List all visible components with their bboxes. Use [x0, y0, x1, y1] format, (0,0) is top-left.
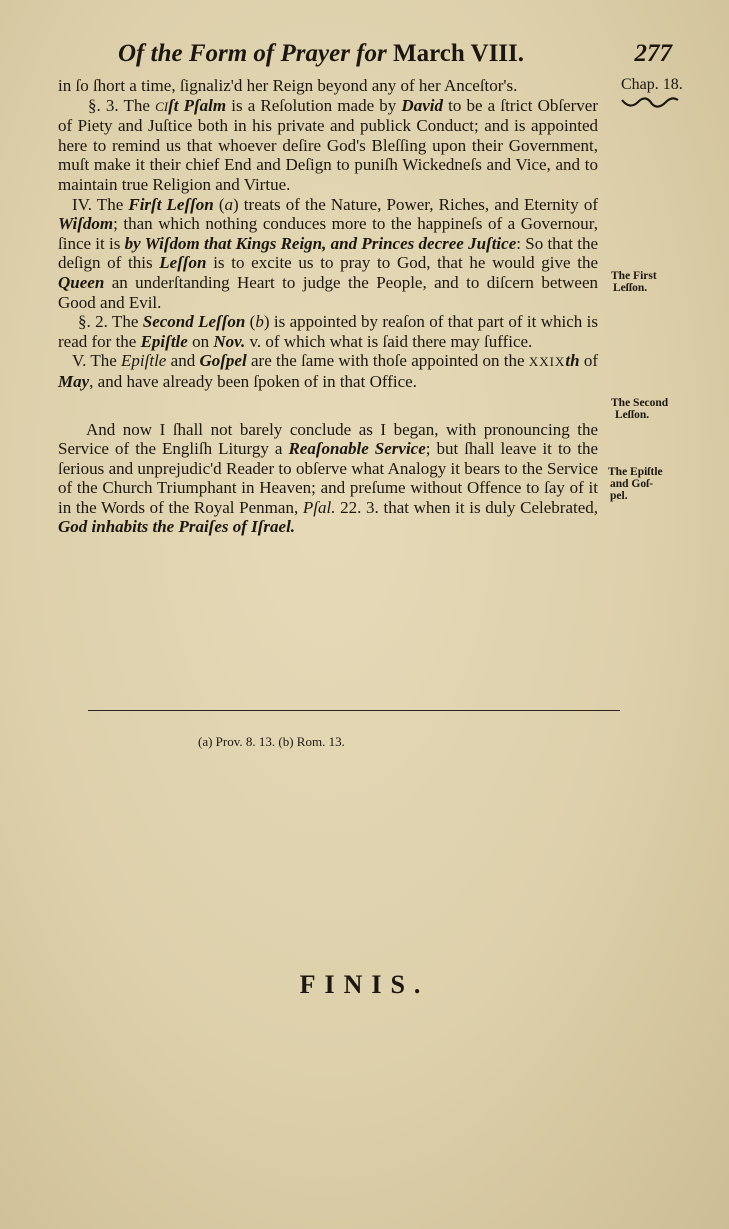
margin-note-second-lesson-line2: Leſſon.	[615, 409, 650, 421]
body-text	[58, 76, 598, 537]
epistle-i: May	[58, 371, 90, 391]
lesson1-l: Queen	[58, 272, 105, 292]
paragraph-second-lesson	[58, 312, 598, 351]
epistle-d: Goſpel	[199, 351, 247, 371]
lesson1-e: ) treats of the Nature, Power, Riches, and Eternity of	[233, 194, 598, 214]
lesson1-i: : So that the deſign of this	[58, 233, 598, 273]
margin-note-first-lesson	[611, 270, 657, 294]
header-title-italic: Of the Form of Prayer for	[118, 40, 387, 67]
conclusion-a: And now I ſhall not barely conclude as I began, with pronouncing the Service of the Engliſh Liturgy a	[58, 419, 598, 459]
paragraph-first-lesson	[58, 195, 598, 313]
conclusion-b: Reaſonable Service	[288, 439, 426, 459]
lesson1-a: IV. The	[72, 194, 129, 214]
lesson1-d: a	[224, 194, 234, 214]
epistle-b: Epiſtle	[121, 351, 167, 371]
margin-note-epistle-line2: and Goſ-	[610, 478, 654, 490]
running-header	[118, 40, 678, 70]
ornament-flourish-icon	[620, 96, 680, 110]
psalm-david: David	[401, 95, 443, 115]
footnotes: (a) Prov. 8. 13. (b) Rom. 13.	[198, 734, 345, 749]
psalm-text-a: §. 3. The	[88, 95, 156, 115]
lesson2-c: (	[245, 312, 256, 332]
page-number: 277	[634, 40, 672, 67]
lesson1-f: Wiſdom	[58, 214, 114, 234]
epistle-c: and	[166, 351, 200, 371]
lesson1-c: (	[213, 194, 225, 214]
lesson1-b: Firſt Leſſon	[128, 194, 214, 214]
psalm-text-e: to be a ſtrict Obſerver of Piety and Juſtice both in his private and publick Conduct; and is appointed here to remind us that whoever deſire God's Bleſſing upon their Government, muſt make it their chief End and Deſign to puniſh Wickedneſs and Vice, and to maintain true Religion and Virtue.	[58, 95, 599, 194]
margin-note-epistle	[608, 466, 663, 502]
finis-heading: FINIS.	[299, 970, 430, 999]
paragraph-1: in ſo ſhort a time, ſignaliz'd her Reign beyond any of her Anceſtor's.	[58, 76, 518, 95]
lesson1-m: an underſtanding Heart to judge the People, and to diſcern between Good and Evil.	[58, 272, 598, 312]
header-title-plain: March VIII.	[392, 40, 525, 67]
lesson1-k: is to excite us to pray to God, that he would give the	[206, 253, 599, 273]
paragraph-psalm	[58, 96, 598, 195]
lesson1-j: Leſſon	[159, 253, 207, 273]
margin-note-epistle-line1: The Epiſtle	[608, 466, 663, 478]
margin-note-first-lesson-line1: The First	[611, 270, 657, 282]
margin-note-chap: Chap. 18.	[621, 76, 683, 93]
conclusion-c: ; but ſhall leave it to the ſerious and unprejudic'd Reader to obſerve what Analogy it bears to the Service of the Church Triumphant in Heaven; and preſume without Offence to ſay of it in the Words of the Royal Penman,	[58, 439, 598, 517]
conclusion-d: Pſal.	[302, 497, 336, 517]
conclusion-e: 22. 3. that when it is duly Celebrated,	[335, 497, 599, 517]
lesson2-i: v. of which what is ſaid there may ſuffice.	[245, 331, 533, 351]
psalm-name: ſt Pſalm	[168, 95, 227, 115]
epistle-e: are the ſame with thoſe appointed on the	[246, 351, 529, 371]
lesson2-f: Epiſtle	[140, 331, 188, 351]
lesson2-a: §. 2. The	[78, 312, 143, 332]
epistle-a: V. The	[72, 351, 122, 371]
psalm-number: CI	[155, 98, 169, 114]
epistle-j: , and have already been ſpoken of in that Office.	[89, 371, 417, 391]
epistle-g: th	[565, 351, 580, 371]
lesson2-g: on	[187, 331, 214, 351]
conclusion-f: God inhabits the Praiſes of Iſrael.	[58, 517, 296, 537]
paragraph-epistle	[58, 351, 598, 391]
epistle-h: of	[579, 351, 598, 371]
lesson2-e: ) is appointed by reaſon of that part of it which is read for the	[58, 312, 598, 351]
lesson2-b: Second Leſſon	[142, 312, 246, 332]
margin-note-first-lesson-line2: Leſſon.	[613, 282, 648, 294]
header-title	[118, 40, 524, 68]
footnote-rule	[88, 710, 620, 711]
lesson1-h: by Wiſdom that Kings Reign, and Princes decree Juſtice	[124, 233, 517, 253]
lesson1-g: ; than which nothing conduces more to the happineſs of a Governour, ſince it is	[58, 214, 598, 253]
margin-note-second-lesson	[611, 397, 668, 421]
epistle-f: XXIX	[528, 354, 566, 370]
margin-note-second-lesson-line1: The Second	[611, 397, 669, 409]
margin-note-epistle-line3: pel.	[610, 490, 628, 502]
lesson2-h: Nov.	[213, 331, 246, 351]
lesson2-d: b	[255, 312, 264, 332]
paragraph-conclusion	[58, 420, 598, 538]
psalm-text-c: is a Reſolution made by	[226, 95, 402, 115]
